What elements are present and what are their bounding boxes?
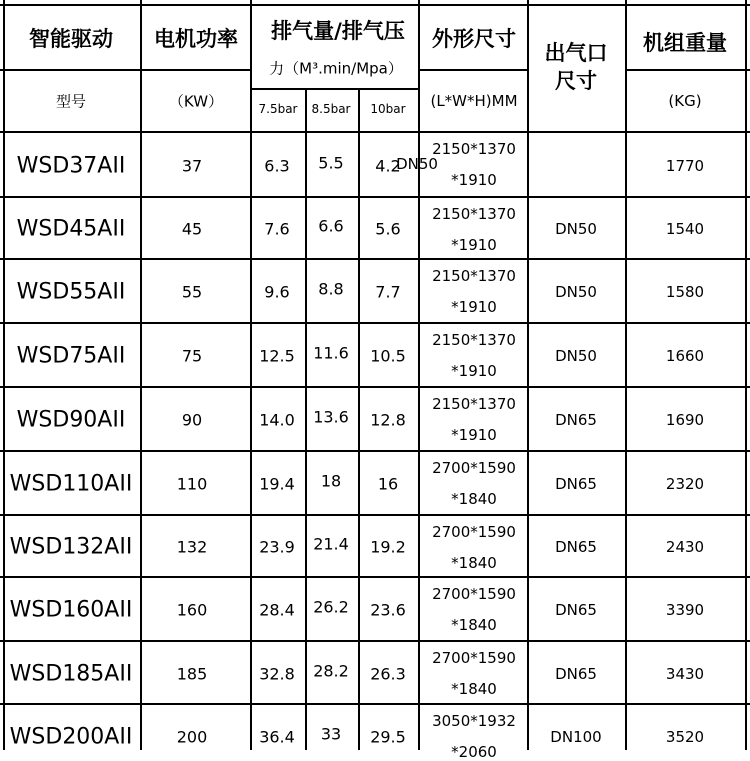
- cell-flow-10bar: 19.2: [370, 537, 406, 557]
- cell-weight: 2430: [665, 538, 705, 556]
- cell-weight: 1690: [665, 411, 705, 429]
- cell-flow-10bar: 29.5: [370, 727, 406, 747]
- cell-size-line1: 2700*1590: [432, 649, 516, 667]
- cell-power: 37: [181, 156, 203, 175]
- grid-line: [625, 69, 750, 71]
- grid-line: [140, 0, 142, 750]
- grid-line: [0, 514, 750, 516]
- cell-flow-10bar: 7.7: [375, 282, 401, 302]
- cell-flow-7-5bar: 9.6: [264, 282, 290, 302]
- grid-line: [0, 69, 250, 71]
- grid-line: [0, 4, 750, 6]
- cell-size-line1: 2150*1370: [432, 331, 516, 349]
- cell-weight: 1770: [665, 156, 705, 175]
- cell-flow-10bar: 23.6: [370, 600, 406, 620]
- grid-line: [358, 88, 360, 750]
- cell-size-line2: *1910: [451, 298, 497, 316]
- cell-model: WSD160AII: [9, 597, 133, 623]
- cell-flow-10bar: 5.6: [375, 219, 401, 239]
- header-outlet: 出气口 尺寸: [544, 41, 608, 93]
- grid-line: [0, 703, 750, 705]
- cell-outlet: DN100: [550, 728, 602, 746]
- cell-flow-7-5bar: 12.5: [259, 346, 295, 366]
- cell-flow-8-5bar: 18: [320, 471, 342, 491]
- cell-power: 110: [176, 474, 208, 494]
- cell-weight: 3520: [665, 728, 705, 746]
- cell-size-line2: *1910: [451, 236, 497, 254]
- cell-power: 90: [181, 410, 203, 430]
- cell-flow-8-5bar: 11.6: [313, 343, 349, 363]
- cell-size-line2: *1840: [451, 616, 497, 634]
- cell-model: WSD45AII: [16, 216, 126, 242]
- cell-flow-7-5bar: 28.4: [259, 600, 295, 620]
- cell-flow-8-5bar: 21.4: [313, 534, 349, 554]
- cell-flow-8-5bar: 6.6: [318, 216, 344, 236]
- grid-line: [527, 0, 529, 750]
- cell-flow-7-5bar: 19.4: [259, 474, 295, 494]
- cell-power: 45: [181, 219, 203, 239]
- cell-weight: 2320: [665, 475, 705, 493]
- cell-flow-8-5bar: 8.8: [318, 279, 344, 299]
- cell-model: WSD132AII: [9, 534, 133, 560]
- cell-outlet: DN65: [555, 601, 597, 619]
- cell-outlet: DN50: [396, 154, 438, 173]
- cell-flow-8-5bar: 13.6: [313, 407, 349, 427]
- grid-line: [0, 196, 750, 198]
- cell-outlet: DN65: [555, 538, 597, 556]
- cell-size-line2: *2060: [451, 743, 497, 761]
- cell-weight: 3390: [665, 601, 705, 619]
- cell-size-line2: *1840: [451, 554, 497, 572]
- cell-weight: 1660: [665, 347, 705, 365]
- cell-model: WSD37AII: [16, 153, 126, 178]
- grid-line: [0, 640, 750, 642]
- grid-line: [0, 450, 750, 452]
- cell-size-line1: 2700*1590: [432, 459, 516, 477]
- cell-model: WSD110AII: [9, 471, 133, 497]
- grid-line: [0, 131, 750, 133]
- cell-flow-7-5bar: 36.4: [259, 727, 295, 747]
- grid-line: [0, 386, 750, 388]
- cell-outlet: DN50: [555, 347, 597, 365]
- cell-size-line1: 2150*1370: [432, 140, 516, 158]
- cell-flow-8-5bar: 26.2: [313, 597, 349, 617]
- cell-power: 185: [176, 664, 208, 683]
- grid-line: [250, 0, 252, 750]
- header-size: 外形尺寸: [432, 27, 516, 51]
- grid-line: [0, 576, 750, 578]
- cell-flow-7-5bar: 6.3: [264, 156, 290, 175]
- cell-outlet: DN65: [555, 411, 597, 429]
- cell-model: WSD55AII: [16, 279, 126, 305]
- header-power: 电机功率: [154, 27, 238, 51]
- cell-size-line1: 2700*1590: [432, 523, 516, 541]
- cell-power: 75: [181, 346, 203, 366]
- cell-flow-7-5bar: 32.8: [259, 664, 295, 683]
- sub-weight-unit: (KG): [668, 92, 702, 110]
- header-air-line1: 排气量/排气压: [271, 19, 405, 43]
- cell-outlet: DN50: [555, 283, 597, 301]
- cell-flow-10bar: 10.5: [370, 346, 406, 366]
- sub-pressure-8-5: 8.5bar: [311, 102, 351, 116]
- cell-size-line2: *1840: [451, 680, 497, 698]
- cell-power: 200: [176, 727, 208, 747]
- grid-line: [418, 69, 527, 71]
- sub-power-unit: （KW）: [168, 92, 224, 111]
- cell-model: WSD200AII: [9, 724, 133, 750]
- cell-size-line1: 2150*1370: [432, 267, 516, 285]
- cell-power: 132: [176, 537, 208, 557]
- cell-power: 160: [176, 600, 208, 620]
- grid-line: [745, 0, 747, 750]
- sub-model: 型号: [55, 92, 87, 111]
- cell-flow-8-5bar: 28.2: [313, 661, 349, 680]
- header-drive: 智能驱动: [29, 27, 113, 51]
- cell-outlet: DN50: [555, 220, 597, 238]
- cell-flow-7-5bar: 7.6: [264, 219, 290, 239]
- grid-line: [0, 322, 750, 324]
- cell-size-line1: 2700*1590: [432, 585, 516, 603]
- cell-model: WSD75AII: [16, 343, 126, 369]
- cell-flow-10bar: 12.8: [370, 410, 406, 430]
- header-weight: 机组重量: [643, 31, 727, 55]
- cell-power: 55: [181, 282, 203, 302]
- cell-flow-10bar: 26.3: [370, 664, 406, 683]
- cell-outlet: DN65: [555, 475, 597, 493]
- cell-size-line1: 3050*1932: [432, 712, 516, 730]
- sub-pressure-10: 10bar: [370, 102, 406, 116]
- cell-weight: 1540: [665, 220, 705, 238]
- cell-size-line2: *1910: [451, 426, 497, 444]
- cell-size-line2: *1910: [451, 362, 497, 380]
- cell-size-line1: 2150*1370: [432, 205, 516, 223]
- sub-pressure-7-5: 7.5bar: [258, 102, 298, 116]
- cell-flow-7-5bar: 14.0: [259, 410, 295, 430]
- grid-line: [250, 88, 418, 90]
- cell-size-line1: 2150*1370: [432, 395, 516, 413]
- header-air-line2: 力（M³.min/Mpa）: [269, 59, 403, 78]
- cell-outlet: DN65: [555, 664, 597, 683]
- sub-size-unit: (L*W*H)MM: [430, 92, 518, 110]
- cell-weight: 1580: [665, 283, 705, 301]
- cell-flow-10bar: 16: [377, 474, 399, 494]
- cell-size-line2: *1910: [451, 171, 497, 189]
- grid-line: [3, 0, 5, 750]
- grid-line: [418, 0, 420, 750]
- cell-weight: 3430: [665, 664, 705, 683]
- cell-flow-8-5bar: 33: [320, 724, 342, 744]
- cell-model: WSD185AII: [9, 661, 133, 686]
- grid-line: [0, 258, 750, 260]
- cell-flow-8-5bar: 5.5: [318, 153, 344, 172]
- cell-flow-10bar: 4.2: [375, 156, 401, 175]
- grid-line: [625, 0, 627, 750]
- cell-flow-7-5bar: 23.9: [259, 537, 295, 557]
- grid-line: [305, 88, 307, 750]
- cell-size-line2: *1840: [451, 490, 497, 508]
- cell-model: WSD90AII: [16, 407, 126, 433]
